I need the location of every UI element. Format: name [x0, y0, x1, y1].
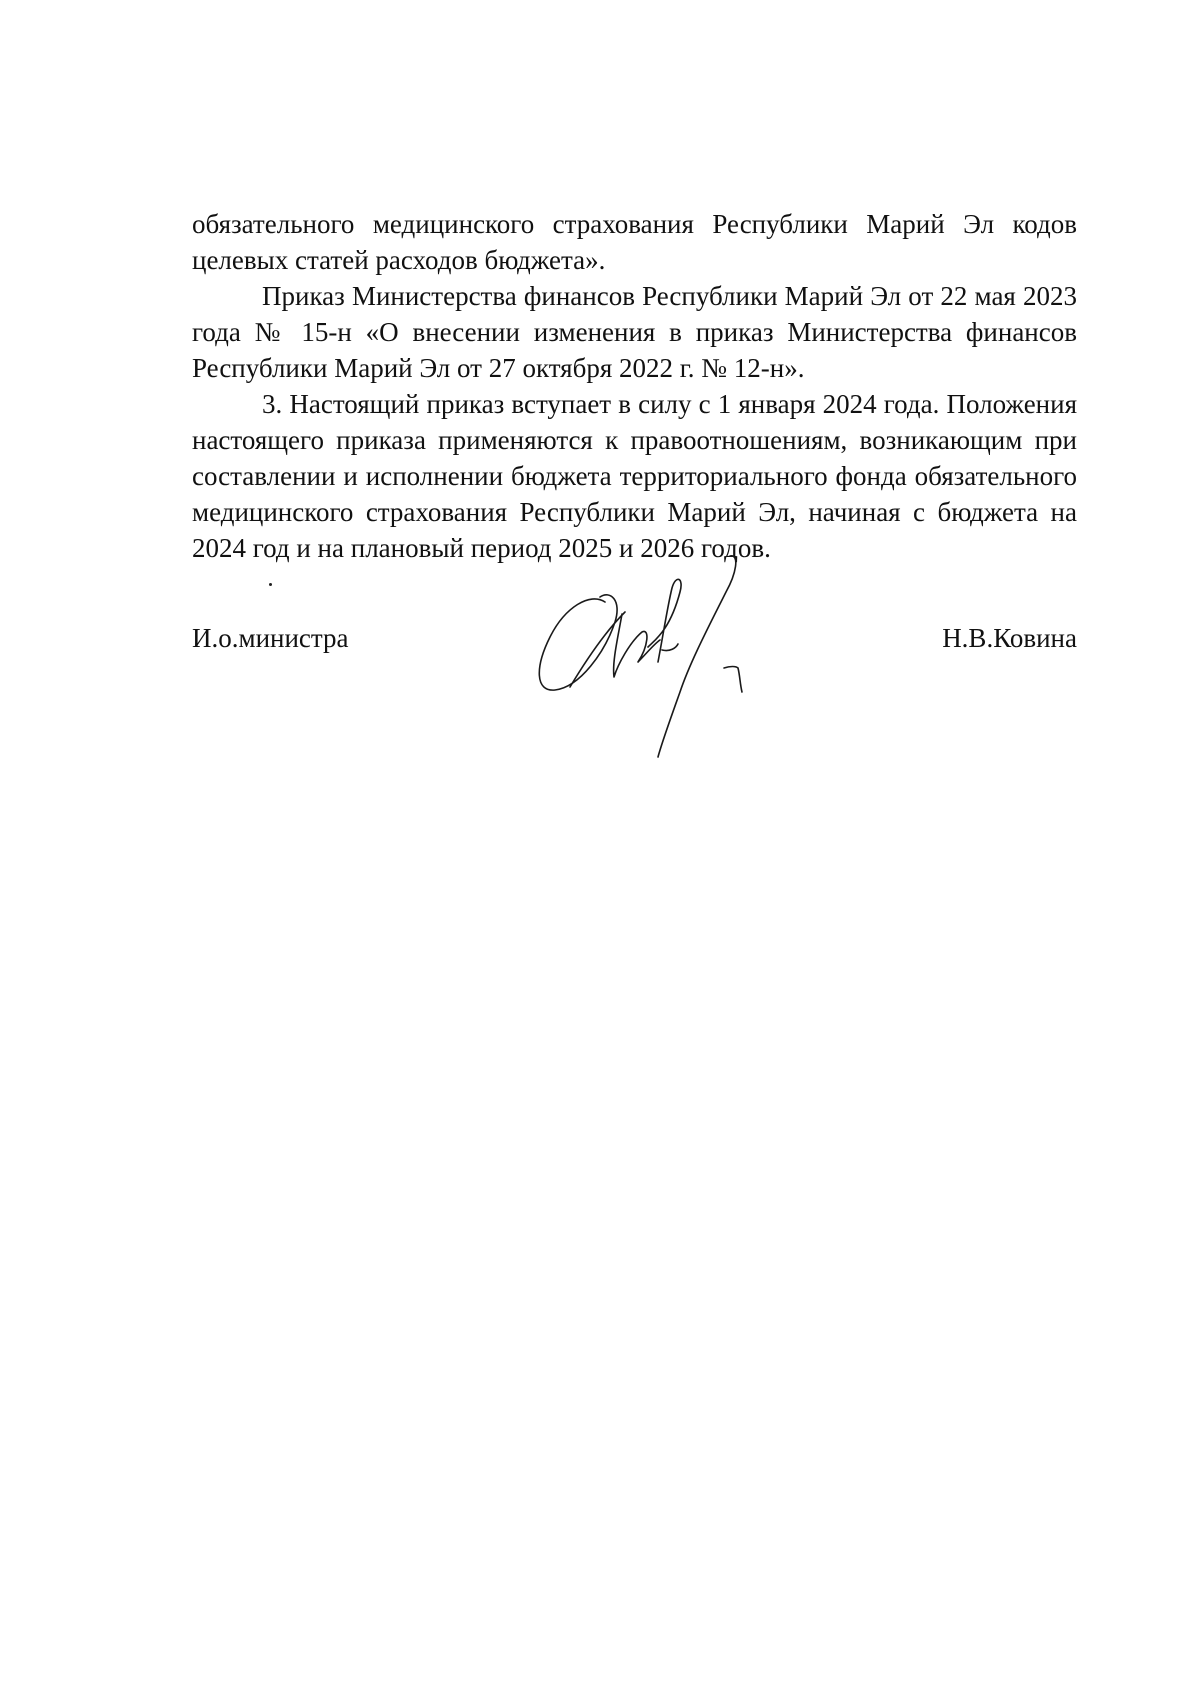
paragraph-continuation: обязательного медицинского страхования Республики Марий Эл кодов целевых статей расходов бюджета».	[192, 209, 1077, 275]
document-body	[192, 206, 1077, 566]
signatory-position: И.о.министра	[192, 623, 349, 653]
signatory-name: Н.В.Ковина	[942, 623, 1077, 653]
scan-speck	[269, 583, 272, 586]
paragraph-effective-date: 3. Настоящий приказ вступает в силу с 1 января 2024 года. Положения настоящего приказа применяются к правоотношениям, возникающим при составлении и исполнении бюджета территориального фонда обязательного медицинского страхования Республики Марий Эл, начиная с бюджета на 2024 год и на плановый период 2025 и 2026 годов.	[192, 389, 1077, 563]
handwritten-signature	[530, 552, 770, 762]
paragraph-prikaz-reference: Приказ Министерства финансов Республики Марий Эл от 22 мая 2023 года № 15-н «О внесении изменения в приказ Министерства финансов Республики Марий Эл от 27 октября 2022 г. № 12-н».	[192, 281, 1077, 383]
